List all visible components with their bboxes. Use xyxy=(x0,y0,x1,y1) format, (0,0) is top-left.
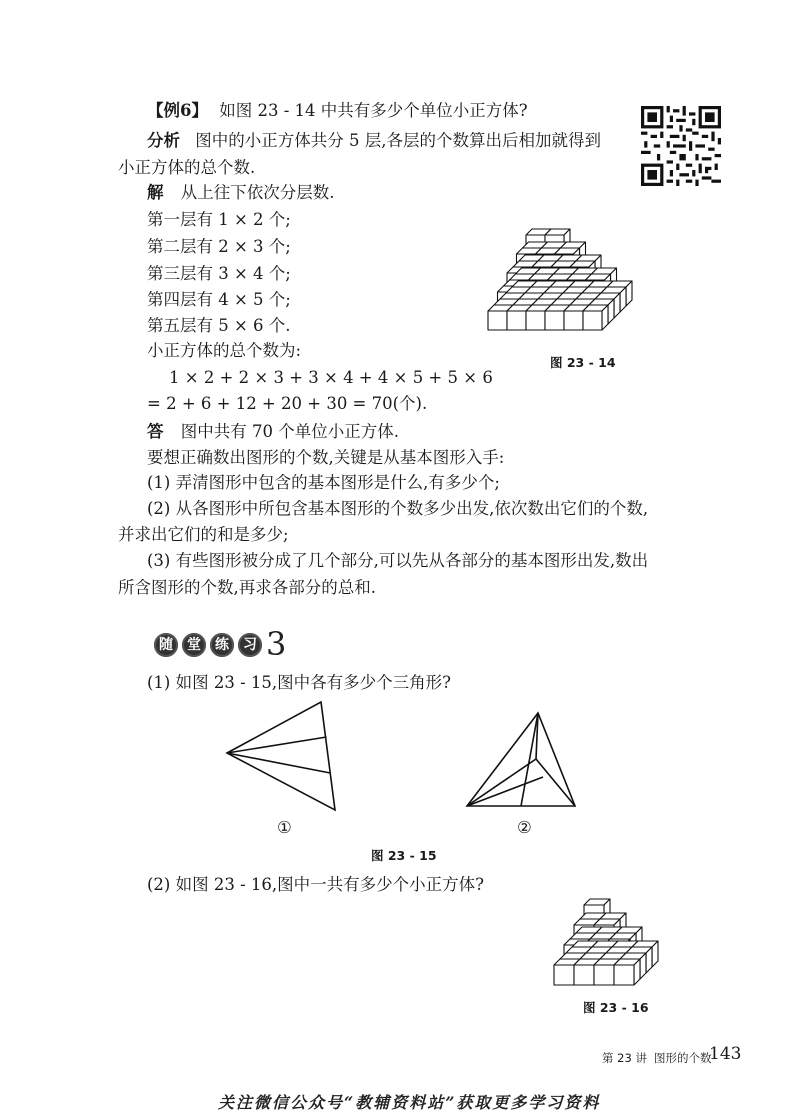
answer-label: 答 xyxy=(147,422,164,441)
answer-text: 图中共有 70 个单位小正方体. xyxy=(180,422,399,441)
practice-question-1: (1) 如图 23 - 15,图中各有多少个三角形? xyxy=(147,673,452,692)
tips-item-2-line-1: (2) 从各图形中所包含基本图形的个数多少出发,依次数出它们的个数, xyxy=(147,499,649,518)
practice-badge: 练 xyxy=(210,633,234,657)
bottom-promo-note: 关注微信公众号“教辅资料站”获取更多学习资料 xyxy=(218,1093,601,1112)
answer-line xyxy=(147,421,399,443)
tips-item-3-line-1: (3) 有些图形被分成了几个部分,可以先从各部分的基本图形出发,数出 xyxy=(147,551,649,570)
figure-23-16-caption: 图 23 - 16 xyxy=(583,1000,649,1015)
figure-23-15-triangle-2 xyxy=(465,711,585,811)
unit-cube xyxy=(583,305,608,330)
solution-intro-line xyxy=(147,182,335,204)
practice-question-2: (2) 如图 23 - 16,图中一共有多少个小正方体? xyxy=(147,875,485,894)
figure-23-14-cube-pyramid xyxy=(486,170,646,335)
qr-code xyxy=(641,106,721,186)
figure-label-2: ② xyxy=(517,818,532,837)
figure-label-1: ① xyxy=(277,818,292,837)
analysis-line-1 xyxy=(147,130,601,152)
total-label: 小正方体的总个数为: xyxy=(147,341,302,360)
layer-line: 第一层有 1 × 2 个; xyxy=(147,210,291,229)
example-question: 如图 23 - 14 中共有多少个单位小正方体? xyxy=(219,101,528,120)
analysis-label: 分析 xyxy=(147,131,180,150)
footer-lecture: 第 23 讲 xyxy=(602,1051,647,1065)
figure-23-16-cube-stack xyxy=(552,877,697,987)
practice-number: 3 xyxy=(266,625,287,663)
page-number: 143 xyxy=(709,1044,742,1064)
formula-line-1: 1 × 2 + 2 × 3 + 3 × 4 + 4 × 5 + 5 × 6 xyxy=(169,368,493,387)
layer-line: 第三层有 3 × 4 个; xyxy=(147,264,291,283)
layer-line: 第四层有 4 × 5 个; xyxy=(147,290,291,309)
tips-intro: 要想正确数出图形的个数,关键是从基本图形入手: xyxy=(147,448,505,467)
footer-topic: 图形的个数 xyxy=(654,1051,712,1065)
formula-line-2: = 2 + 6 + 12 + 20 + 30 = 70(个). xyxy=(147,394,428,413)
layer-line: 第五层有 5 × 6 个. xyxy=(147,316,291,335)
figure-23-15-triangle-1 xyxy=(225,700,345,820)
example-tag: 【例6】 xyxy=(147,101,208,120)
tips-item-3-line-2: 所含图形的个数,再求各部分的总和. xyxy=(118,578,376,597)
unit-cube xyxy=(614,959,640,985)
solution-label: 解 xyxy=(147,183,164,202)
layer-line: 第二层有 2 × 3 个; xyxy=(147,237,291,256)
tips-item-1: (1) 弄清图形中包含的基本图形是什么,有多少个; xyxy=(147,473,500,492)
figure-23-14-caption: 图 23 - 14 xyxy=(550,355,616,370)
example-title-line xyxy=(147,100,528,122)
practice-badge: 习 xyxy=(238,633,262,657)
practice-badge: 堂 xyxy=(182,633,206,657)
analysis-line-2: 小正方体的总个数. xyxy=(118,158,256,177)
figure-23-15-caption: 图 23 - 15 xyxy=(371,848,437,863)
tips-item-2-line-2: 并求出它们的和是多少; xyxy=(118,525,289,544)
practice-badge: 随 xyxy=(154,633,178,657)
solution-intro: 从上往下依次分层数. xyxy=(180,183,335,202)
analysis-text-1: 图中的小正方体共分 5 层,各层的个数算出后相加就得到 xyxy=(195,131,601,150)
